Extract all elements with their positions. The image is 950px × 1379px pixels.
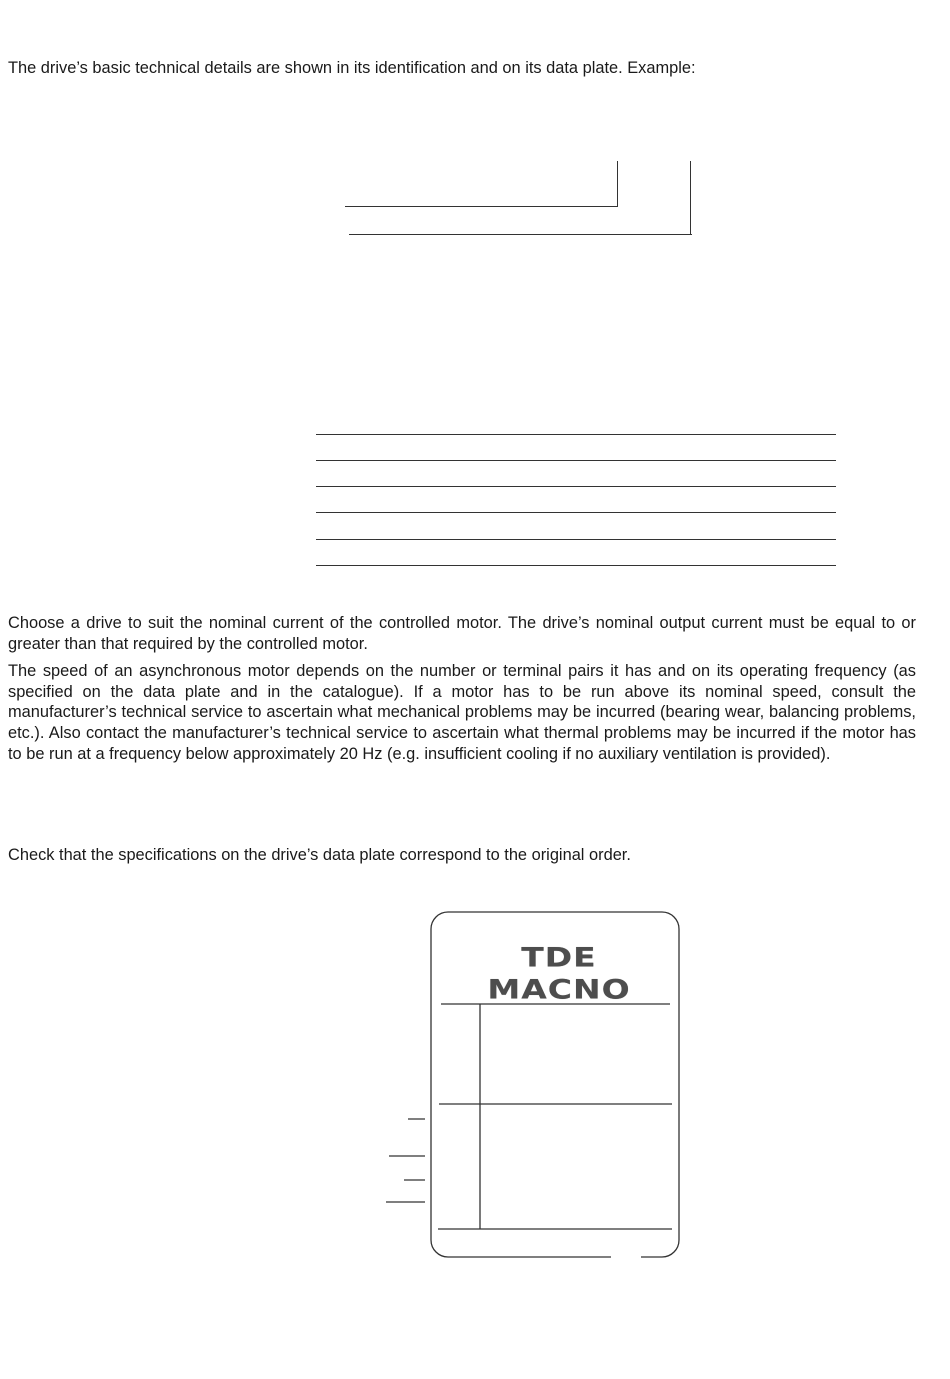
tde-macno-logo: TDE MACNO	[487, 941, 631, 1005]
check-paragraph: Check that the specifications on the drive’s data plate correspond to the original order.	[8, 846, 631, 864]
intro-paragraph: The drive’s basic technical details are shown in its identification and on its data plate. Example:	[8, 59, 696, 77]
selection-paragraph-2: The speed of an asynchronous motor depends on the number or terminal pairs it has and on its operating frequency (as specified on the data plate and in the catalogue). If a motor has to be run above its nominal speed, consult the manufacturer’s technical service to ascertain what mechanical problems may be incurred (bearing wear, balancing problems, etc.). Also contact the manufacturer’s technical service to ascertain what thermal problems may be incurred if the motor has to be run at a frequency below approximately 20 Hz (e.g. insufficient cooling if no auxiliary ventilation is provided).	[8, 662, 916, 763]
selection-paragraph-1: Choose a drive to suit the nominal current of the controlled motor. The drive’s nominal output current must be equal to or greater than that required by the controlled motor.	[8, 614, 916, 653]
